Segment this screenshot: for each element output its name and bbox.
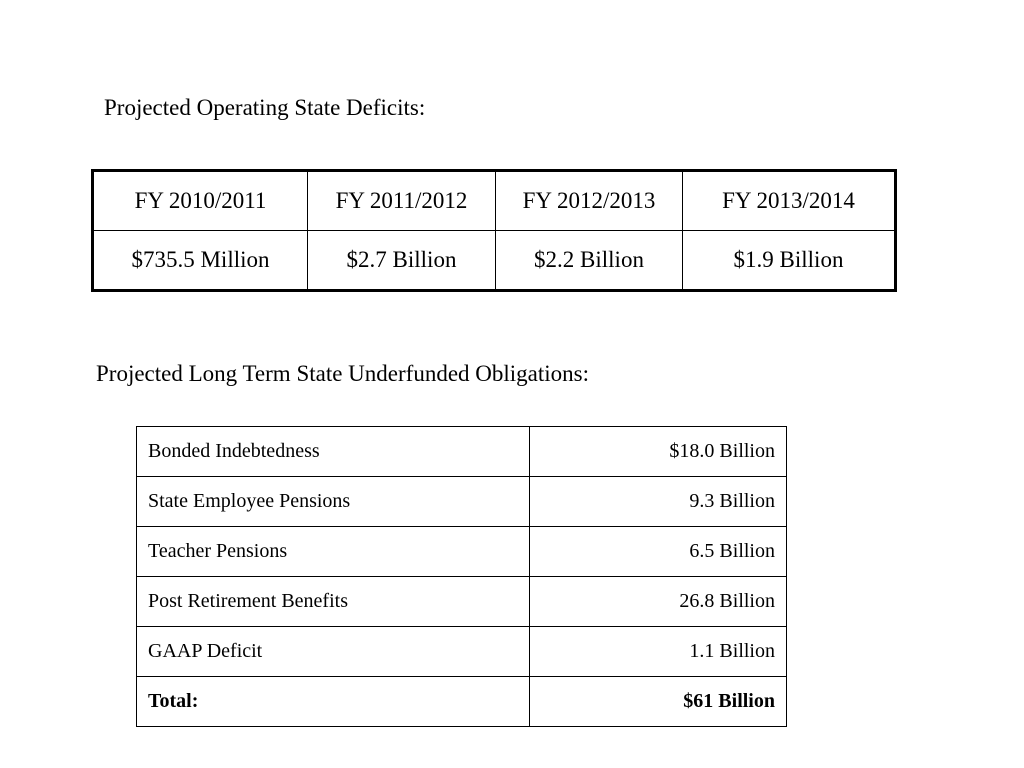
- table-row: [137, 477, 787, 527]
- operating-deficits-table: [91, 169, 897, 292]
- total-label: Total:: [137, 677, 530, 727]
- fy-2013-2014-header: FY 2013/2014: [683, 171, 896, 231]
- fy-2013-2014-value: $1.9 Billion: [683, 231, 896, 291]
- state-employee-pensions-label: State Employee Pensions: [137, 477, 530, 527]
- table-row: [137, 627, 787, 677]
- post-retirement-benefits-value: 26.8 Billion: [530, 577, 787, 627]
- operating-deficits-title: Projected Operating State Deficits:: [104, 95, 426, 120]
- fy-2012-2013-header: FY 2012/2013: [496, 171, 683, 231]
- fy-2012-2013-value: $2.2 Billion: [496, 231, 683, 291]
- table-row: [137, 527, 787, 577]
- table-row: [137, 427, 787, 477]
- state-employee-pensions-value: 9.3 Billion: [530, 477, 787, 527]
- gaap-deficit-value: 1.1 Billion: [530, 627, 787, 677]
- gaap-deficit-label: GAAP Deficit: [137, 627, 530, 677]
- fy-2010-2011-value: $735.5 Million: [93, 231, 308, 291]
- post-retirement-benefits-label: Post Retirement Benefits: [137, 577, 530, 627]
- fy-2010-2011-header: FY 2010/2011: [93, 171, 308, 231]
- table-row: [137, 577, 787, 627]
- bonded-indebtedness-label: Bonded Indebtedness: [137, 427, 530, 477]
- bonded-indebtedness-value: $18.0 Billion: [530, 427, 787, 477]
- total-value: $61 Billion: [530, 677, 787, 727]
- long-term-obligations-title: Projected Long Term State Underfunded Obligations:: [96, 361, 589, 386]
- total-row: [137, 677, 787, 727]
- values-row: [93, 231, 896, 291]
- fy-2011-2012-header: FY 2011/2012: [308, 171, 496, 231]
- header-row: [93, 171, 896, 231]
- long-term-obligations-table: [136, 426, 787, 727]
- fy-2011-2012-value: $2.7 Billion: [308, 231, 496, 291]
- teacher-pensions-label: Teacher Pensions: [137, 527, 530, 577]
- teacher-pensions-value: 6.5 Billion: [530, 527, 787, 577]
